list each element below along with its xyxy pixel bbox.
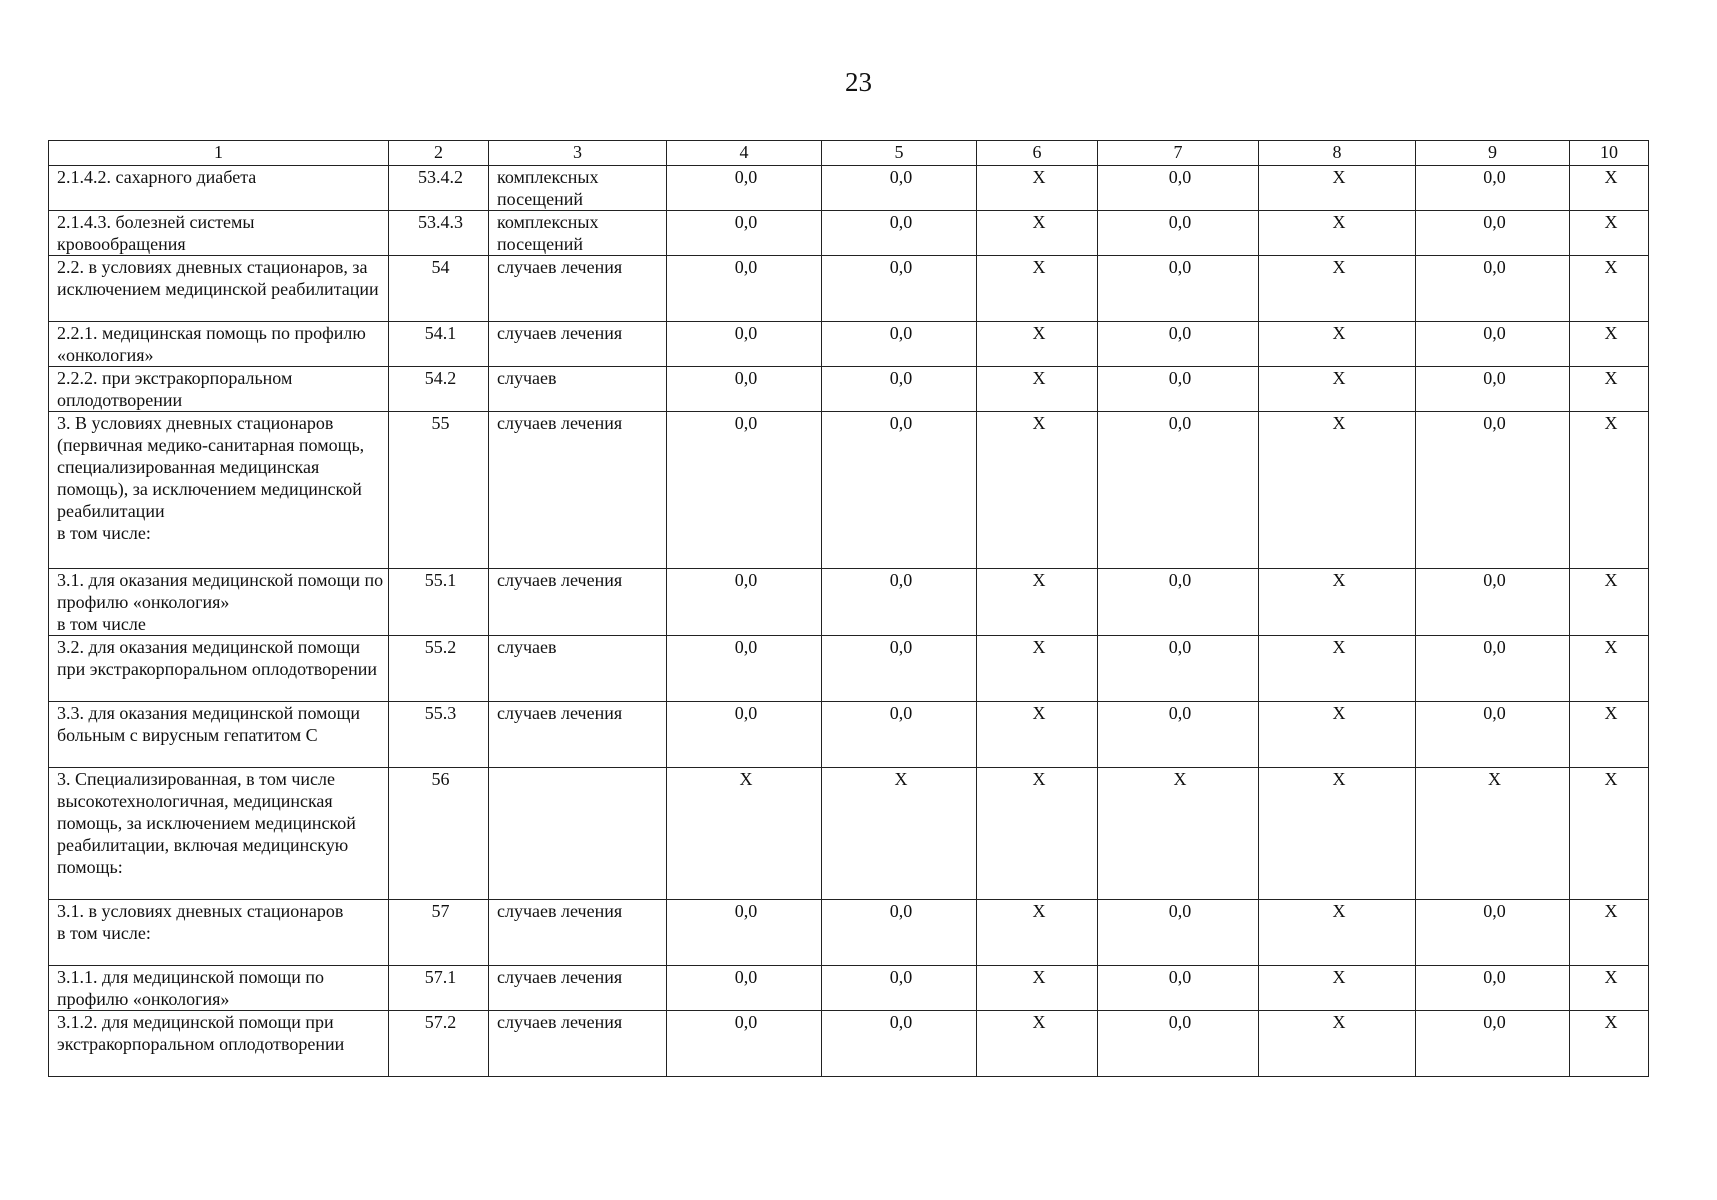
value-cell-col-5: 0,0 (822, 367, 977, 412)
value-cell-col-7: 0,0 (1098, 702, 1259, 768)
value-cell-col-4: 0,0 (667, 702, 822, 768)
value-cell-col-6: X (977, 1011, 1098, 1077)
value-cell-col-10: X (1570, 900, 1649, 966)
row-code-cell: 55.3 (389, 702, 489, 768)
value-cell-col-9: 0,0 (1416, 412, 1570, 569)
value-cell-col-9: 0,0 (1416, 322, 1570, 367)
value-cell-col-9: 0,0 (1416, 256, 1570, 322)
row-code-cell: 54 (389, 256, 489, 322)
value-cell-col-5: 0,0 (822, 166, 977, 211)
value-cell-col-5: 0,0 (822, 636, 977, 702)
row-unit-cell: комплексных посещений (489, 166, 667, 211)
row-name-cell: 3.1.2. для медицинской помощи при экстракорпоральном оплодотворении (49, 1011, 389, 1077)
table-body (49, 166, 1649, 1077)
value-cell-col-8: X (1259, 702, 1416, 768)
value-cell-col-10: X (1570, 768, 1649, 900)
value-cell-col-7: 0,0 (1098, 1011, 1259, 1077)
row-code-cell: 57.1 (389, 966, 489, 1011)
value-cell-col-9: 0,0 (1416, 1011, 1570, 1077)
row-name-cell: 3.1.1. для медицинской помощи по профилю «онкология» (49, 966, 389, 1011)
row-name-cell: 3. Специализированная, в том числе высокотехнологичная, медицинская помощь, за исключением медицинской реабилитации, включая медицинскую помощь: (49, 768, 389, 900)
value-cell-col-6: X (977, 166, 1098, 211)
value-cell-col-6: X (977, 966, 1098, 1011)
value-cell-col-9: 0,0 (1416, 702, 1570, 768)
row-unit-cell: комплексных посещений (489, 211, 667, 256)
value-cell-col-6: X (977, 768, 1098, 900)
row-unit-cell: случаев лечения (489, 1011, 667, 1077)
value-cell-col-5: X (822, 768, 977, 900)
value-cell-col-6: X (977, 256, 1098, 322)
value-cell-col-5: 0,0 (822, 966, 977, 1011)
data-table (48, 140, 1649, 1077)
value-cell-col-6: X (977, 211, 1098, 256)
table-row (49, 412, 1649, 569)
row-name-cell: 3. В условиях дневных стационаров (первичная медико-санитарная помощь, специализированная медицинская помощь), за исключением медицинской реабилитации в том числе: (49, 412, 389, 569)
table-row (49, 900, 1649, 966)
table-row (49, 367, 1649, 412)
value-cell-col-4: 0,0 (667, 211, 822, 256)
value-cell-col-10: X (1570, 1011, 1649, 1077)
row-name-cell: 3.1. для оказания медицинской помощи по профилю «онкология» в том числе (49, 569, 389, 636)
value-cell-col-8: X (1259, 966, 1416, 1011)
row-code-cell: 54.1 (389, 322, 489, 367)
header-col-3: 3 (489, 141, 667, 166)
value-cell-col-8: X (1259, 322, 1416, 367)
row-name-cell: 2.2. в условиях дневных стационаров, за исключением медицинской реабилитации (49, 256, 389, 322)
row-unit-cell: случаев лечения (489, 569, 667, 636)
value-cell-col-5: 0,0 (822, 412, 977, 569)
value-cell-col-8: X (1259, 569, 1416, 636)
table-row (49, 768, 1649, 900)
page-number: 23 (845, 67, 872, 97)
row-code-cell: 57.2 (389, 1011, 489, 1077)
value-cell-col-6: X (977, 900, 1098, 966)
value-cell-col-6: X (977, 636, 1098, 702)
table-row (49, 636, 1649, 702)
header-col-7: 7 (1098, 141, 1259, 166)
row-unit-cell: случаев (489, 367, 667, 412)
table-row (49, 211, 1649, 256)
row-name-cell: 2.2.2. при экстракорпоральном оплодотворении (49, 367, 389, 412)
value-cell-col-8: X (1259, 636, 1416, 702)
row-name-cell: 2.1.4.2. сахарного диабета (49, 166, 389, 211)
header-col-9: 9 (1416, 141, 1570, 166)
value-cell-col-7: 0,0 (1098, 211, 1259, 256)
value-cell-col-10: X (1570, 702, 1649, 768)
value-cell-col-10: X (1570, 636, 1649, 702)
value-cell-col-7: X (1098, 768, 1259, 900)
value-cell-col-9: 0,0 (1416, 211, 1570, 256)
value-cell-col-10: X (1570, 256, 1649, 322)
header-col-1: 1 (49, 141, 389, 166)
value-cell-col-5: 0,0 (822, 256, 977, 322)
value-cell-col-8: X (1259, 412, 1416, 569)
table-row (49, 256, 1649, 322)
value-cell-col-9: X (1416, 768, 1570, 900)
header-col-8: 8 (1259, 141, 1416, 166)
value-cell-col-7: 0,0 (1098, 569, 1259, 636)
row-name-cell: 3.2. для оказания медицинской помощи при экстракорпоральном оплодотворении (49, 636, 389, 702)
value-cell-col-9: 0,0 (1416, 636, 1570, 702)
value-cell-col-9: 0,0 (1416, 367, 1570, 412)
row-code-cell: 56 (389, 768, 489, 900)
table-header-row (49, 141, 1649, 166)
table-row (49, 322, 1649, 367)
value-cell-col-10: X (1570, 367, 1649, 412)
row-unit-cell: случаев лечения (489, 966, 667, 1011)
value-cell-col-4: 0,0 (667, 900, 822, 966)
value-cell-col-10: X (1570, 569, 1649, 636)
row-unit-cell: случаев лечения (489, 256, 667, 322)
header-col-10: 10 (1570, 141, 1649, 166)
value-cell-col-9: 0,0 (1416, 966, 1570, 1011)
row-code-cell: 53.4.2 (389, 166, 489, 211)
row-unit-cell: случаев лечения (489, 322, 667, 367)
value-cell-col-7: 0,0 (1098, 966, 1259, 1011)
header-col-6: 6 (977, 141, 1098, 166)
value-cell-col-9: 0,0 (1416, 166, 1570, 211)
value-cell-col-7: 0,0 (1098, 322, 1259, 367)
table-row (49, 569, 1649, 636)
value-cell-col-4: 0,0 (667, 256, 822, 322)
value-cell-col-5: 0,0 (822, 702, 977, 768)
value-cell-col-7: 0,0 (1098, 166, 1259, 211)
value-cell-col-4: 0,0 (667, 636, 822, 702)
value-cell-col-8: X (1259, 900, 1416, 966)
table-row (49, 702, 1649, 768)
value-cell-col-8: X (1259, 768, 1416, 900)
value-cell-col-5: 0,0 (822, 900, 977, 966)
value-cell-col-4: 0,0 (667, 412, 822, 569)
table-row (49, 1011, 1649, 1077)
header-col-4: 4 (667, 141, 822, 166)
row-code-cell: 54.2 (389, 367, 489, 412)
value-cell-col-7: 0,0 (1098, 367, 1259, 412)
value-cell-col-8: X (1259, 166, 1416, 211)
value-cell-col-10: X (1570, 966, 1649, 1011)
row-code-cell: 55 (389, 412, 489, 569)
value-cell-col-4: 0,0 (667, 1011, 822, 1077)
value-cell-col-4: 0,0 (667, 367, 822, 412)
value-cell-col-6: X (977, 702, 1098, 768)
value-cell-col-10: X (1570, 322, 1649, 367)
value-cell-col-9: 0,0 (1416, 900, 1570, 966)
row-code-cell: 55.1 (389, 569, 489, 636)
row-code-cell: 55.2 (389, 636, 489, 702)
value-cell-col-4: 0,0 (667, 569, 822, 636)
value-cell-col-7: 0,0 (1098, 412, 1259, 569)
row-unit-cell: случаев (489, 636, 667, 702)
row-name-cell: 3.1. в условиях дневных стационаров в том числе: (49, 900, 389, 966)
value-cell-col-6: X (977, 412, 1098, 569)
row-unit-cell (489, 768, 667, 900)
row-code-cell: 53.4.3 (389, 211, 489, 256)
value-cell-col-6: X (977, 569, 1098, 636)
value-cell-col-6: X (977, 367, 1098, 412)
value-cell-col-5: 0,0 (822, 1011, 977, 1077)
value-cell-col-4: 0,0 (667, 966, 822, 1011)
row-unit-cell: случаев лечения (489, 900, 667, 966)
header-col-5: 5 (822, 141, 977, 166)
row-name-cell: 2.2.1. медицинская помощь по профилю «онкология» (49, 322, 389, 367)
table-row (49, 166, 1649, 211)
value-cell-col-5: 0,0 (822, 322, 977, 367)
row-unit-cell: случаев лечения (489, 412, 667, 569)
value-cell-col-4: 0,0 (667, 322, 822, 367)
row-name-cell: 3.3. для оказания медицинской помощи больным с вирусным гепатитом С (49, 702, 389, 768)
value-cell-col-6: X (977, 322, 1098, 367)
header-col-2: 2 (389, 141, 489, 166)
value-cell-col-9: 0,0 (1416, 569, 1570, 636)
row-name-cell: 2.1.4.3. болезней системы кровообращения (49, 211, 389, 256)
value-cell-col-8: X (1259, 367, 1416, 412)
value-cell-col-10: X (1570, 166, 1649, 211)
value-cell-col-10: X (1570, 211, 1649, 256)
row-code-cell: 57 (389, 900, 489, 966)
table-row (49, 966, 1649, 1011)
value-cell-col-8: X (1259, 211, 1416, 256)
value-cell-col-7: 0,0 (1098, 636, 1259, 702)
row-unit-cell: случаев лечения (489, 702, 667, 768)
value-cell-col-5: 0,0 (822, 211, 977, 256)
value-cell-col-5: 0,0 (822, 569, 977, 636)
value-cell-col-4: X (667, 768, 822, 900)
value-cell-col-4: 0,0 (667, 166, 822, 211)
value-cell-col-7: 0,0 (1098, 900, 1259, 966)
value-cell-col-10: X (1570, 412, 1649, 569)
value-cell-col-7: 0,0 (1098, 256, 1259, 322)
value-cell-col-8: X (1259, 256, 1416, 322)
value-cell-col-8: X (1259, 1011, 1416, 1077)
